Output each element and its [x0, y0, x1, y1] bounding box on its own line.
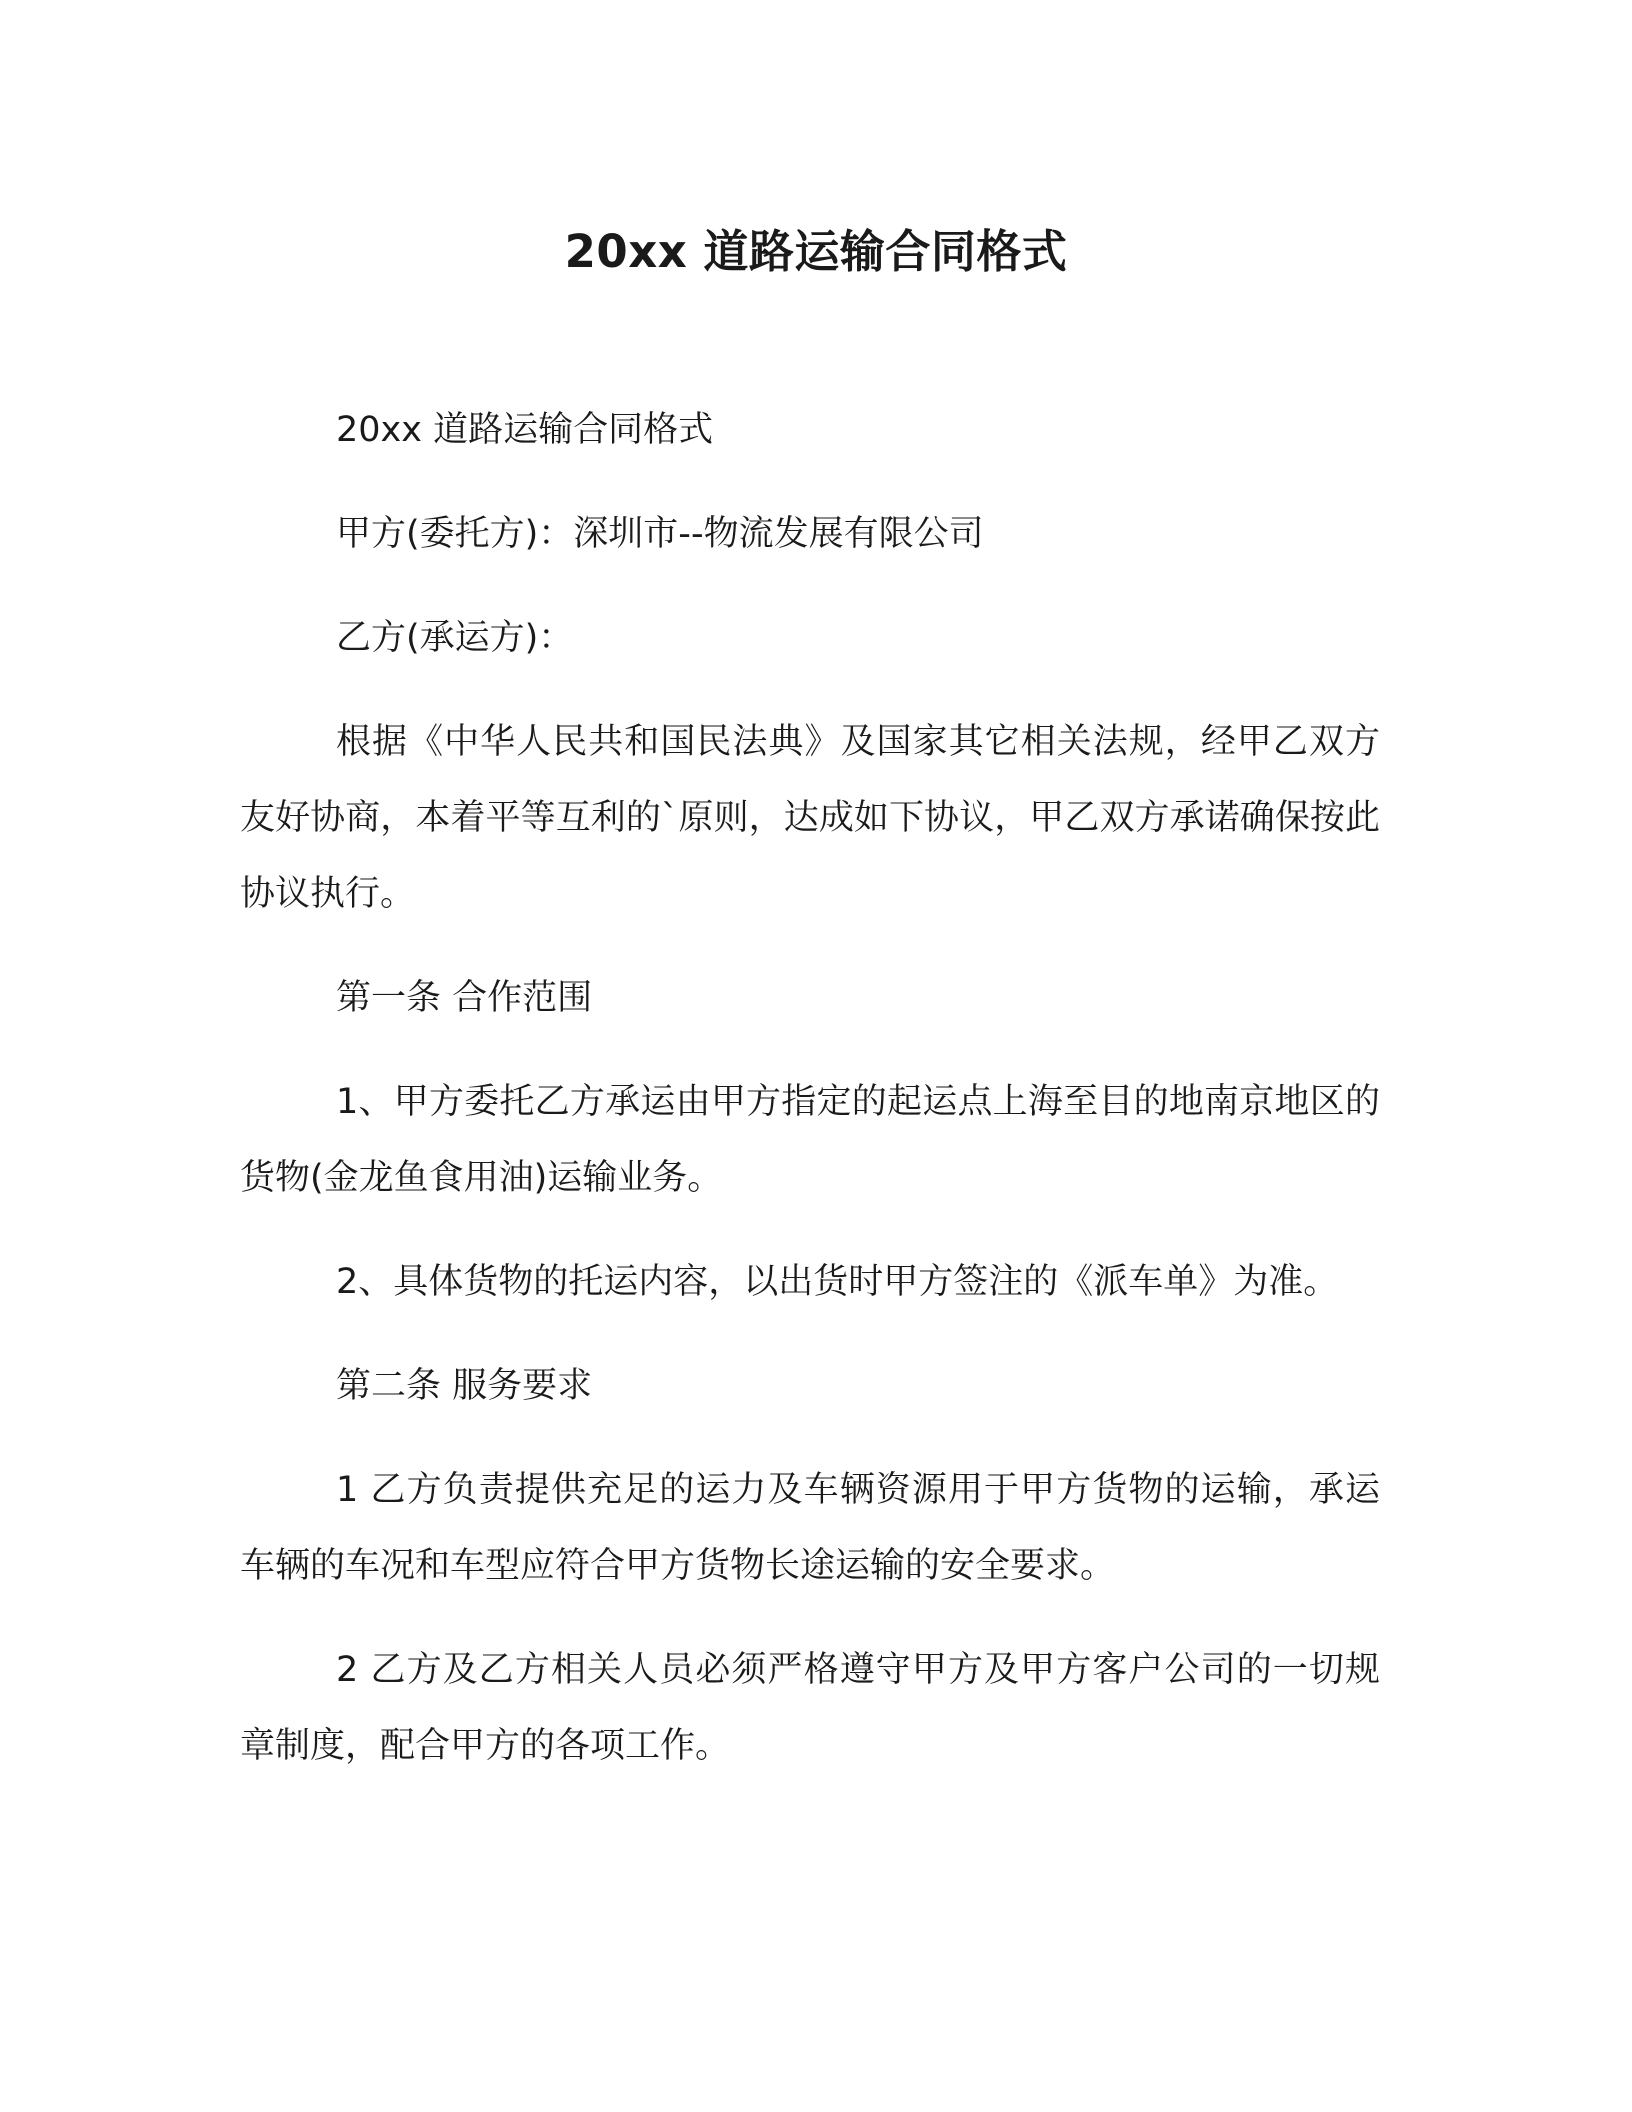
- party-b-paragraph: 乙方(承运方)：: [336, 618, 574, 658]
- article-1-clause-2: 2、具体货物的托运内容，以出货时甲方签注的《派车单》为准。: [336, 1262, 1339, 1302]
- article-2-clause-1: 1 乙方负责提供充足的运力及车辆资源用于甲方货物的运输，承运车辆的车况和车型应符合甲方货物长途运输的安全要求。: [240, 1470, 1380, 1586]
- document-title: 20xx 道路运输合同格式: [564, 225, 1068, 278]
- party-a-paragraph: 甲方(委托方)：深圳市--物流发展有限公司: [336, 514, 984, 554]
- preamble-paragraph: 根据《中华人民共和国民法典》及国家其它相关法规，经甲乙双方友好协商，本着平等互利的`原则，达成如下协议，甲乙双方承诺确保按此协议执行。: [240, 722, 1380, 914]
- article-1-clause-1: 1、甲方委托乙方承运由甲方指定的起运点上海至目的地南京地区的货物(金龙鱼食用油)运输业务。: [240, 1082, 1380, 1198]
- article-2-heading: 第二条 服务要求: [336, 1366, 593, 1406]
- document-body: [240, 392, 1380, 1812]
- article-2-clause-2: 2 乙方及乙方相关人员必须严格遵守甲方及甲方客户公司的一切规章制度，配合甲方的各项工作。: [240, 1650, 1380, 1766]
- subtitle-paragraph: 20xx 道路运输合同格式: [336, 410, 714, 450]
- article-1-heading: 第一条 合作范围: [336, 978, 593, 1018]
